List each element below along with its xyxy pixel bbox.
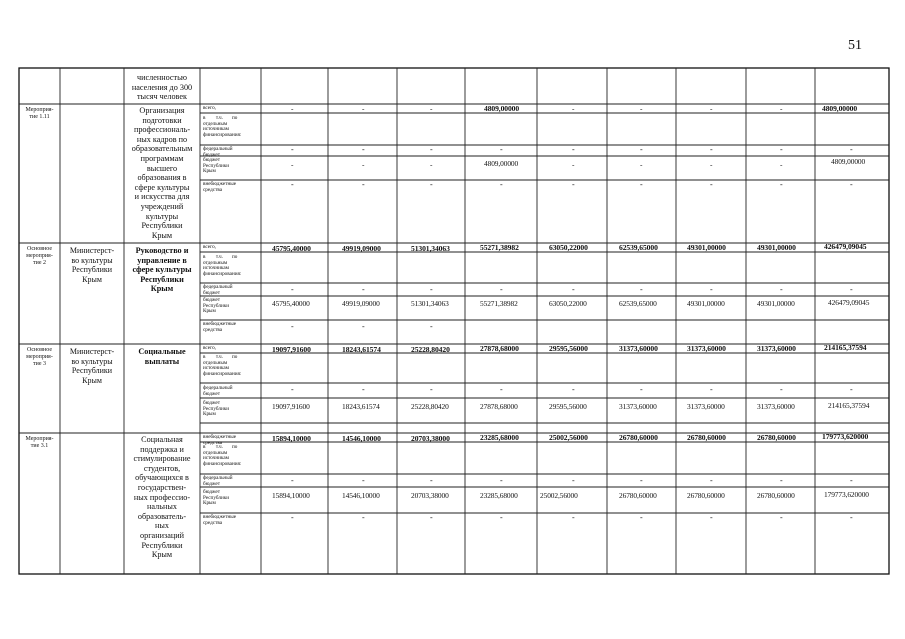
value-cell: 63050,22000: [549, 299, 587, 308]
value-cell: 214165,37594: [828, 401, 870, 410]
source-extra: внебюджетные средства: [203, 181, 237, 193]
source-republic: бюджет Республики Крым: [203, 157, 230, 175]
value-cell: -: [710, 104, 713, 113]
dash-cell: -: [640, 513, 643, 522]
dash-cell: -: [362, 180, 365, 189]
dash-cell: -: [640, 145, 643, 154]
value-cell: 23285,68000: [480, 433, 519, 442]
value-cell: 26780,60000: [687, 433, 726, 442]
value-cell: 31373,60000: [687, 402, 725, 411]
source-republic: бюджет Республики Крым: [203, 489, 230, 507]
dash-cell: -: [291, 322, 294, 331]
value-cell: 49301,00000: [757, 299, 795, 308]
value-cell: -: [710, 160, 713, 169]
dash-cell: -: [850, 385, 853, 394]
dash-cell: -: [430, 180, 433, 189]
value-cell: -: [640, 160, 643, 169]
value-cell: 55271,38982: [480, 243, 519, 252]
dash-cell: -: [780, 180, 783, 189]
dash-cell: -: [780, 285, 783, 294]
value-cell: 25002,56000: [549, 433, 588, 442]
dash-cell: -: [780, 513, 783, 522]
source-extra: внебюджетные средства: [203, 514, 237, 526]
source-extra: внебюджетные средства: [203, 434, 237, 446]
value-cell: 55271,38982: [480, 299, 518, 308]
dash-cell: -: [362, 513, 365, 522]
value-cell: 4809,00000: [484, 104, 520, 113]
value-cell: 31373,60000: [619, 402, 657, 411]
source-republic: бюджет Республики Крым: [203, 400, 230, 418]
dash-cell: -: [572, 145, 575, 154]
value-cell: 45795,40000: [272, 299, 310, 308]
dash-cell: -: [710, 180, 713, 189]
source-federal: федеральный бюджет: [203, 385, 233, 397]
value-cell: 51301,34063: [411, 299, 449, 308]
row-executor: Министерст- во культуры Республики Крым: [69, 246, 115, 284]
dash-cell: -: [710, 285, 713, 294]
row-code: Основное мероприя- тие 3: [26, 347, 53, 367]
dash-cell: -: [291, 145, 294, 154]
dash-cell: -: [291, 476, 294, 485]
value-cell: 20703,38000: [411, 434, 450, 443]
value-cell: 62539,65000: [619, 243, 658, 252]
dash-cell: -: [500, 180, 503, 189]
dash-cell: -: [362, 145, 365, 154]
value-cell: 27878,68000: [480, 344, 519, 353]
value-cell: 14546,10000: [342, 491, 380, 500]
dash-cell: -: [362, 322, 365, 331]
dash-cell: -: [430, 385, 433, 394]
value-cell: 18243,61574: [342, 402, 380, 411]
dash-cell: -: [710, 476, 713, 485]
source-extra: внебюджетные средства: [203, 321, 237, 333]
dash-cell: -: [850, 180, 853, 189]
value-cell: 19097,91600: [272, 402, 310, 411]
value-cell: -: [291, 160, 294, 169]
value-cell: 23285,68000: [480, 491, 518, 500]
source-federal: федеральный бюджет: [203, 146, 233, 158]
source-republic: бюджет Республики Крым: [203, 297, 230, 315]
value-cell: -: [291, 104, 294, 113]
value-cell: 26780,60000: [757, 433, 796, 442]
dash-cell: -: [850, 145, 853, 154]
value-cell: 29595,56000: [549, 344, 588, 353]
dash-cell: -: [572, 385, 575, 394]
dash-cell: -: [572, 513, 575, 522]
page-number: 51: [848, 38, 862, 53]
row-name: Руководство и управление в сфере культуры Республики Крым: [132, 246, 192, 294]
source-incl: в т.ч. по отдельным источникам финансирования:: [203, 354, 242, 377]
dash-cell: -: [291, 285, 294, 294]
value-cell: 49301,00000: [687, 299, 725, 308]
source-total: всего,: [203, 105, 216, 111]
value-cell: 31373,60000: [687, 344, 726, 353]
value-cell: 19097,91600: [272, 345, 311, 354]
value-cell: 31373,60000: [757, 344, 796, 353]
dash-cell: -: [640, 285, 643, 294]
dash-cell: -: [430, 513, 433, 522]
dash-cell: -: [500, 513, 503, 522]
dash-cell: -: [572, 476, 575, 485]
dash-cell: -: [362, 476, 365, 485]
dash-cell: -: [640, 476, 643, 485]
dash-cell: -: [640, 385, 643, 394]
source-total: всего,: [203, 244, 216, 250]
dash-cell: -: [850, 513, 853, 522]
dash-cell: -: [430, 322, 433, 331]
value-cell: 4809,00000: [831, 157, 866, 166]
dash-cell: -: [780, 385, 783, 394]
dash-cell: -: [710, 385, 713, 394]
value-cell: 179773,620000: [824, 490, 869, 499]
dash-cell: -: [500, 476, 503, 485]
dash-cell: -: [710, 513, 713, 522]
value-cell: 426479,09045: [824, 242, 867, 251]
dash-cell: -: [291, 513, 294, 522]
value-cell: 25228,80420: [411, 345, 450, 354]
value-cell: 49301,00000: [757, 243, 796, 252]
dash-cell: -: [780, 476, 783, 485]
value-cell: -: [362, 104, 365, 113]
value-cell: 25228,80420: [411, 402, 449, 411]
value-cell: 29595,56000: [549, 402, 587, 411]
value-cell: 31373,60000: [619, 344, 658, 353]
value-cell: 20703,38000: [411, 491, 449, 500]
dash-cell: -: [291, 385, 294, 394]
value-cell: 63050,22000: [549, 243, 588, 252]
value-cell: 214165,37594: [824, 343, 867, 352]
value-cell: 25002,56000: [540, 491, 578, 500]
value-cell: 51301,34063: [411, 244, 450, 253]
top-fragment-text: численностью населения до 300 тысяч человек: [131, 73, 193, 102]
value-cell: 18243,61574: [342, 345, 381, 354]
row-name: Организация подготовки профессиональ- ных кадров по образовательным программам высшего образования в сфере культуры и искусства для учреждений культуры Республики Крым: [131, 106, 193, 240]
dash-cell: -: [430, 285, 433, 294]
dash-cell: -: [640, 180, 643, 189]
row-code: Мероприя- тие 1.11: [25, 107, 54, 120]
source-incl: в т.ч. по отдельным источникам финансирования:: [203, 115, 242, 138]
value-cell: 4809,00000: [484, 159, 519, 168]
dash-cell: -: [500, 145, 503, 154]
dash-cell: -: [850, 285, 853, 294]
dash-cell: -: [500, 385, 503, 394]
value-cell: 26780,60000: [757, 491, 795, 500]
value-cell: 26780,60000: [619, 433, 658, 442]
value-cell: 49919,09000: [342, 299, 380, 308]
value-cell: -: [572, 160, 575, 169]
dash-cell: -: [572, 180, 575, 189]
value-cell: -: [780, 104, 783, 113]
dash-cell: -: [710, 145, 713, 154]
source-incl: в т.ч. по отдельным источникам финансирования:: [203, 444, 242, 467]
value-cell: 49919,09000: [342, 244, 381, 253]
value-cell: 26780,60000: [687, 491, 725, 500]
value-cell: -: [640, 104, 643, 113]
value-cell: 14546,10000: [342, 434, 381, 443]
dash-cell: -: [572, 285, 575, 294]
value-cell: 426479,09045: [828, 298, 870, 307]
dash-cell: -: [500, 285, 503, 294]
value-cell: -: [362, 160, 365, 169]
value-cell: -: [780, 160, 783, 169]
dash-cell: -: [780, 145, 783, 154]
value-cell: -: [572, 104, 575, 113]
value-cell: 49301,00000: [687, 243, 726, 252]
value-cell: 179773,620000: [822, 432, 869, 441]
dash-cell: -: [430, 476, 433, 485]
value-cell: 15894,10000: [272, 491, 310, 500]
row-code: Основное мероприя- тие 2: [26, 246, 53, 266]
source-federal: федеральный бюджет: [203, 475, 233, 487]
row-name: Социальные выплаты: [138, 347, 186, 366]
dash-cell: -: [850, 476, 853, 485]
dash-cell: -: [291, 180, 294, 189]
row-code: Мероприя- тие 3.1: [25, 436, 54, 449]
dash-cell: -: [362, 385, 365, 394]
value-cell: -: [430, 160, 433, 169]
value-cell: 62539,65000: [619, 299, 657, 308]
value-cell: 4809,00000: [822, 104, 858, 113]
source-incl: в т.ч. по отдельным источникам финансирования:: [203, 254, 242, 277]
value-cell: -: [430, 104, 433, 113]
row-executor: Министерст- во культуры Республики Крым: [69, 347, 115, 385]
dash-cell: -: [362, 285, 365, 294]
source-total: всего,: [203, 345, 216, 351]
value-cell: 15894,10000: [272, 434, 311, 443]
dash-cell: -: [430, 145, 433, 154]
value-cell: 26780,60000: [619, 491, 657, 500]
source-federal: федеральный бюджет: [203, 284, 233, 296]
value-cell: 27878,68000: [480, 402, 518, 411]
row-name: Социальная поддержка и стимулирование студентов, обучающихся в государствен- ных профессио- нальных образователь- ных организаций Республики Крым: [133, 435, 191, 560]
value-cell: 31373,60000: [757, 402, 795, 411]
value-cell: 45795,40000: [272, 244, 311, 253]
